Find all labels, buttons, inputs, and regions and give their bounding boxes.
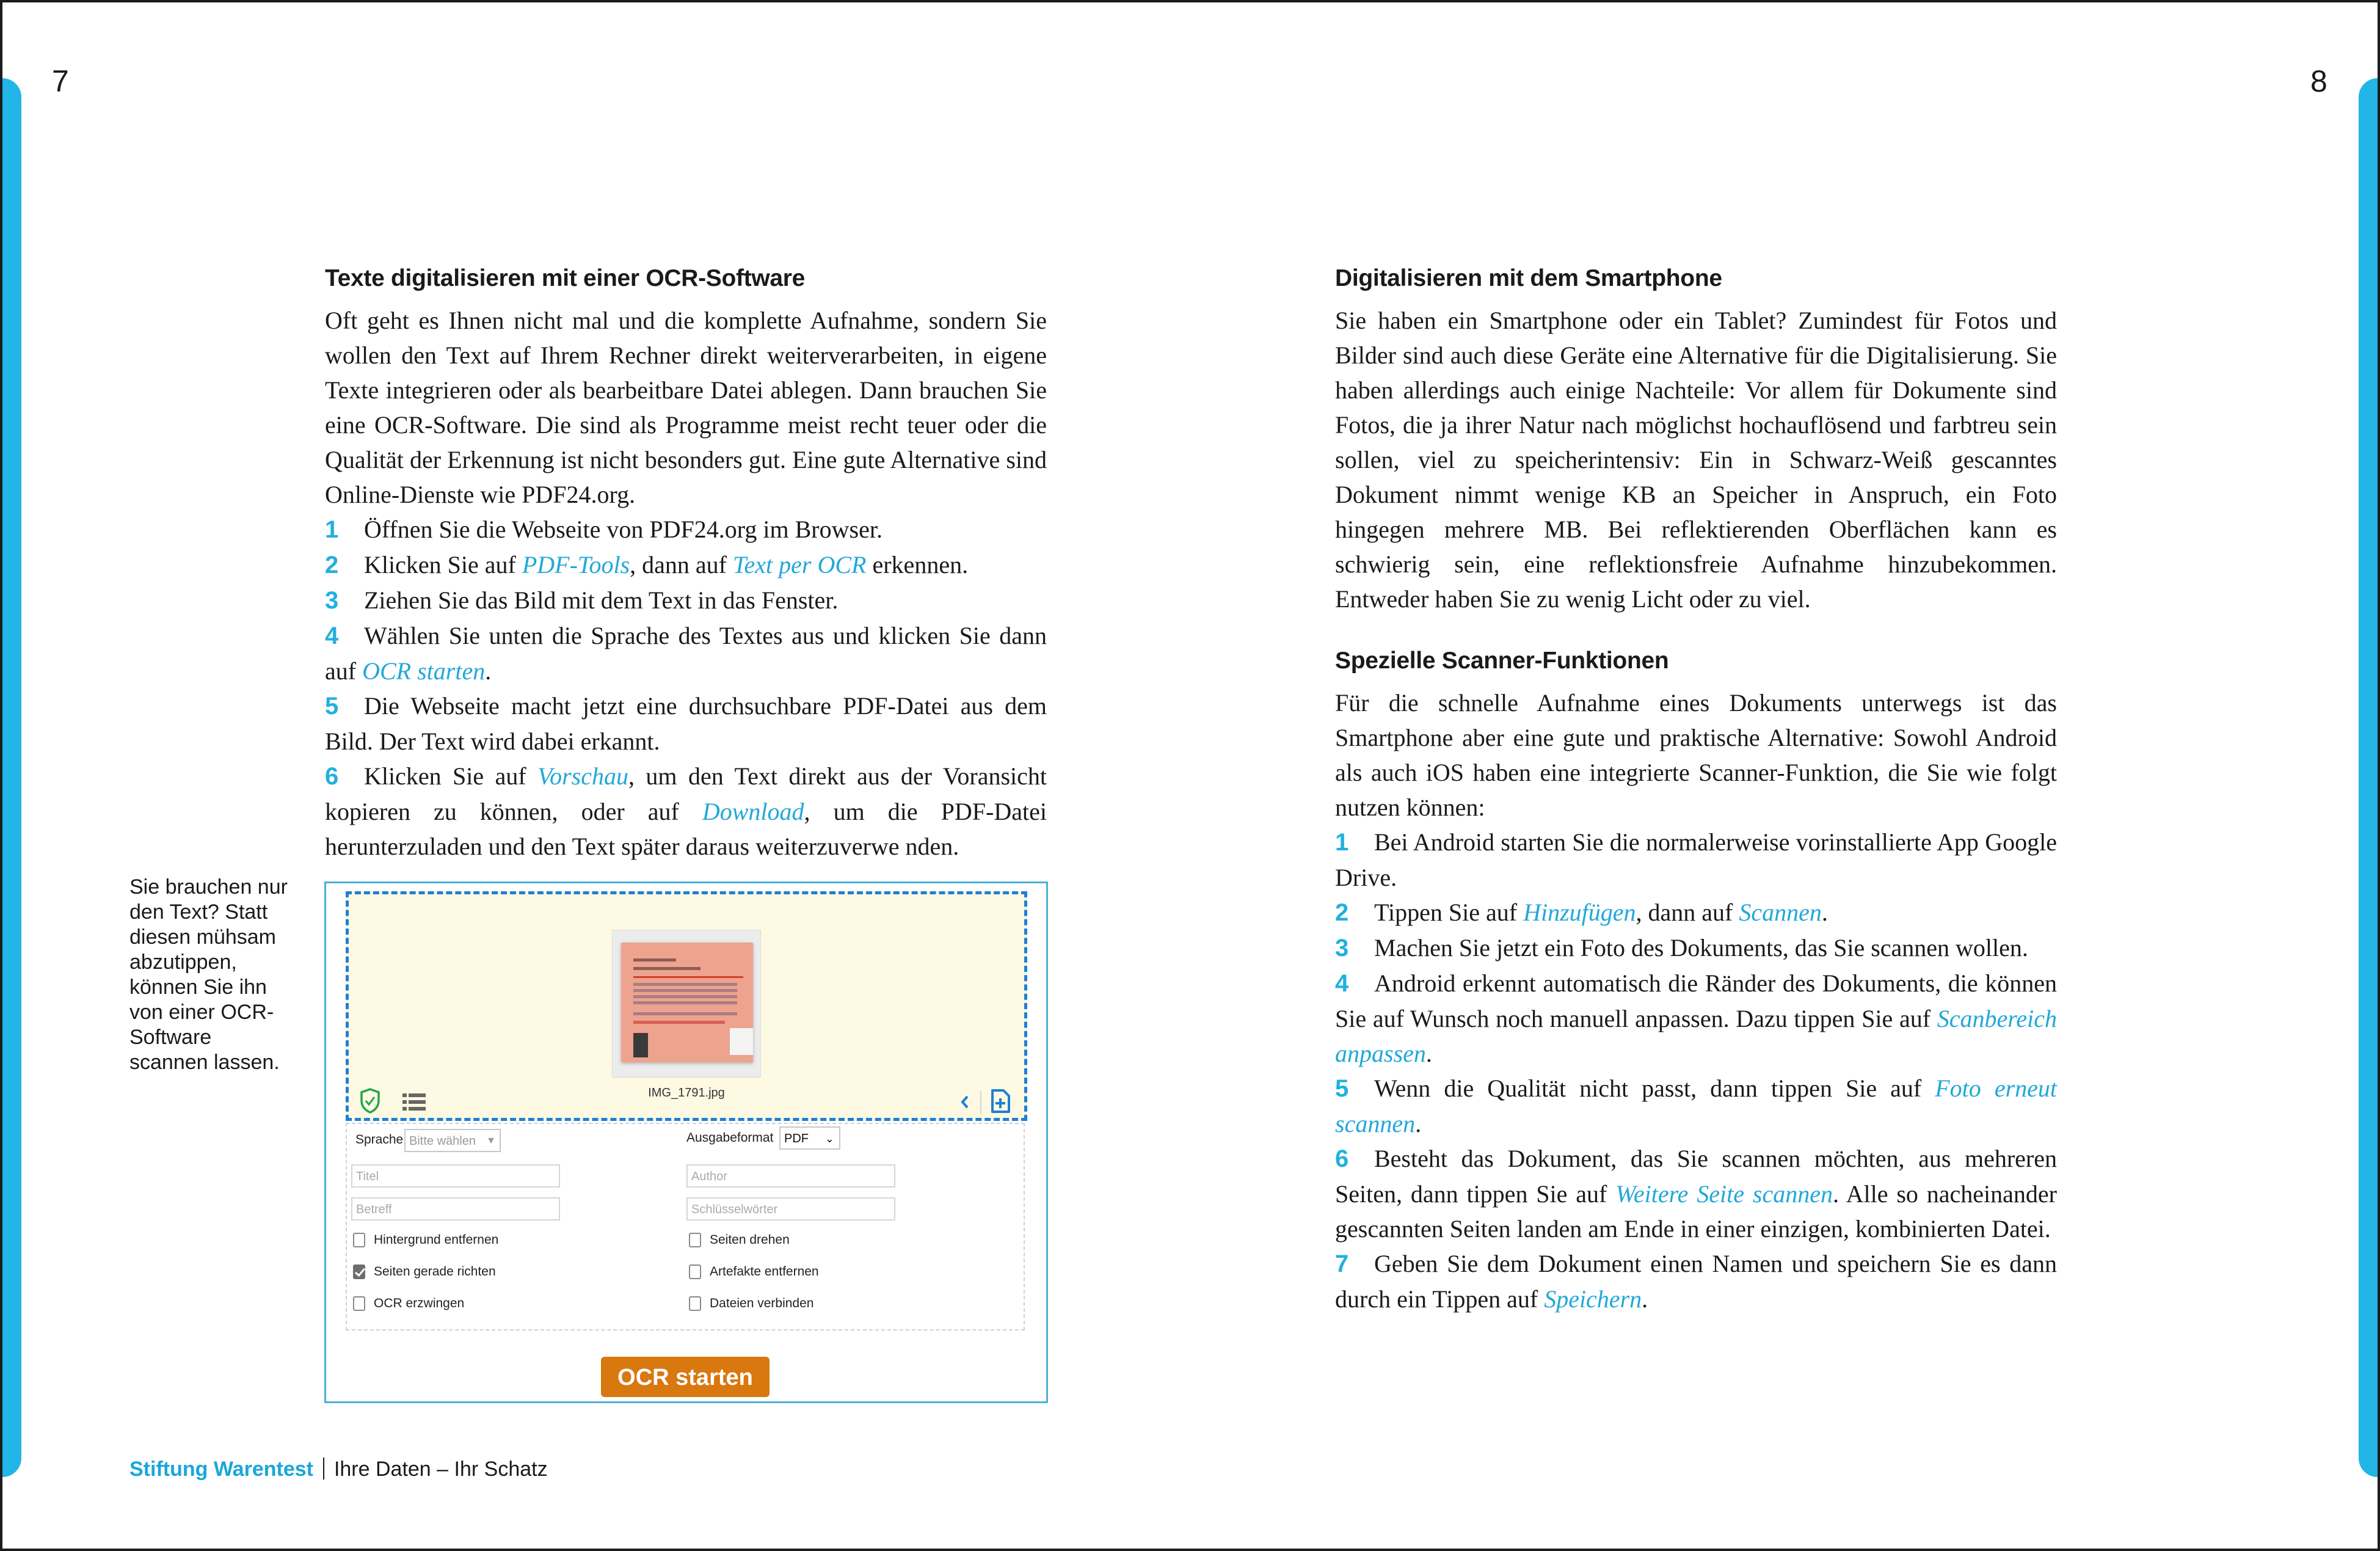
link-hinzufuegen[interactable]: Hinzufügen <box>1523 899 1636 926</box>
step-text: Klicken Sie auf <box>364 762 538 790</box>
step-item <box>325 512 1047 547</box>
link-speichern[interactable]: Speichern <box>1544 1285 1642 1313</box>
link-vorschau[interactable]: Vorschau <box>537 762 628 790</box>
betreff-input[interactable]: Betreff <box>351 1197 560 1221</box>
step-text: . <box>1415 1110 1422 1137</box>
checkbox-box[interactable] <box>353 1233 365 1247</box>
step-number: 3 <box>1335 935 1349 962</box>
checkbox-box[interactable] <box>689 1233 701 1247</box>
checkbox-label: Dateien verbinden <box>710 1296 814 1310</box>
step-text: , dann auf <box>630 551 733 578</box>
step-text: Klicken Sie auf <box>364 551 522 578</box>
step-item <box>1335 1246 2057 1316</box>
left-edge-tab <box>2 78 21 1477</box>
section-heading-ocr: Texte digitalisieren mit einer OCR-Software <box>325 265 806 291</box>
ausgabeformat-select-value: PDF <box>784 1132 809 1145</box>
checkbox-label: Artefakte entfernen <box>710 1265 819 1279</box>
checkbox-box[interactable] <box>689 1265 701 1279</box>
document-preview-image <box>621 943 753 1062</box>
link-pdf-tools[interactable]: PDF-Tools <box>522 551 630 578</box>
checkbox-seiten-drehen[interactable] <box>689 1233 790 1247</box>
add-file-icon[interactable] <box>989 1089 1011 1114</box>
step-text: , dann auf <box>1636 899 1739 926</box>
step-text: Tippen Sie auf <box>1374 899 1524 926</box>
smartphone-paragraph: Sie haben ein Smartphone oder ein Tablet? Zumindest für Fotos und Bilder sind auch diese Geräte eine Alternative für die Digitalisierung. Sie haben allerdings auch einige Nachteile: Vor allem für Dokumente sind Fotos, die ja ihrer Natur nach möglichst hochauflösend und farbtreu sein sollen, viel zu speicherintensiv: Ein in Schwarz-Weiß gescanntes Dokument nimmt wenige KB an Speicher in Anspruch, ein Foto hingegen mehrere MB. Bei reflektierenden Oberflächen kann es schwierig sein, eine reflektionsfreie Aufnahme hinzubekommen. Entweder haben Sie zu wenig Licht oder zu viel. <box>1335 307 2057 613</box>
checkbox-box[interactable] <box>353 1296 365 1311</box>
step-number: 1 <box>325 516 339 543</box>
file-name: IMG_1791.jpg <box>648 1086 725 1100</box>
step-text: Wählen Sie unten die Sprache des Textes aus und klicken Sie dann auf <box>325 622 1047 685</box>
footer-brand: Stiftung Warentest <box>129 1458 313 1481</box>
checkbox-seiten-gerade-richten[interactable] <box>353 1265 496 1279</box>
step-number: 6 <box>1335 1145 1349 1172</box>
step-item <box>1335 930 2057 966</box>
step-text: Die Webseite macht jetzt eine durchsuchbare PDF-Datei aus dem Bild. Der Text wird dabei erkannt. <box>325 692 1047 755</box>
link-download[interactable]: Download <box>702 798 804 825</box>
step-text: , um den Text direkt aus der Voransicht kopieren zu können, oder auf <box>325 762 1047 825</box>
step-text: . <box>1642 1285 1648 1313</box>
checkbox-hintergrund-entfernen[interactable] <box>353 1233 498 1247</box>
left-column <box>325 261 1047 864</box>
keywords-input[interactable]: Schlüsselwörter <box>686 1197 895 1221</box>
sprache-select[interactable] <box>404 1129 501 1152</box>
step-text: . Alle so nacheinander gescannten Seiten landen am Ende in einer einzigen, kombinierten Datei. <box>1335 1180 2058 1243</box>
file-drop-zone[interactable] <box>346 891 1027 1121</box>
step-item <box>1335 1141 2057 1246</box>
page-number-right: 8 <box>2310 64 2327 98</box>
ausgabeformat-label: Ausgabeformat <box>686 1131 774 1145</box>
step-item <box>1335 966 2057 1071</box>
step-number: 5 <box>325 693 339 720</box>
step-text: Android erkennt automatisch die Ränder des Dokuments, die können Sie auf Wunsch noch manuell anpassen. Dazu tippen Sie auf <box>1335 969 2057 1032</box>
section-heading-scanner: Spezielle Scanner-Funktionen <box>1335 648 1669 674</box>
step-text: Besteht das Dokument, das Sie scannen möchten, aus mehreren Seiten, dann tippen Sie auf <box>1335 1145 2057 1208</box>
pdf24-ocr-screenshot <box>324 881 1048 1403</box>
link-weitere-seite-scannen[interactable]: Weitere Seite scannen <box>1615 1180 1833 1208</box>
right-column <box>1335 261 2057 1316</box>
step-text: , um die PDF-Datei herunterzuladen und den Text später daraus weiterzuverwe nden. <box>325 798 1047 860</box>
titel-input[interactable]: Titel <box>351 1164 560 1188</box>
step-number: 7 <box>1335 1250 1349 1277</box>
checkbox-artefakte-entfernen[interactable] <box>689 1265 819 1279</box>
side-caption: Sie brauchen nur den Text? Statt diesen mühsam abzutippen, können Sie ihn von einer OCR-Software scannen lassen. <box>129 875 288 1074</box>
shield-check-icon[interactable] <box>360 1087 380 1114</box>
ausgabeformat-select[interactable] <box>779 1126 840 1150</box>
section-heading-smartphone: Digitalisieren mit dem Smartphone <box>1335 265 1722 291</box>
checkbox-label: OCR erzwingen <box>374 1296 465 1310</box>
step-item <box>325 547 1047 583</box>
step-text: Bei Android starten Sie die normalerweise vorinstallierte App Google Drive. <box>1335 828 2057 891</box>
step-text: . <box>1821 899 1828 926</box>
checkbox-ocr-erzwingen[interactable] <box>353 1296 464 1311</box>
step-text: Wenn die Qualität nicht passt, dann tippen Sie auf <box>1374 1075 1935 1102</box>
chevron-down-icon: ⌄ <box>824 1133 834 1145</box>
checkbox-label: Seiten gerade richten <box>374 1265 496 1279</box>
step-number: 5 <box>1335 1075 1349 1102</box>
step-text: Geben Sie dem Dokument einen Namen und speichern Sie es dann durch ein Tippen auf <box>1335 1250 2057 1313</box>
step-text: erkennen. <box>866 551 969 578</box>
step-number: 2 <box>325 552 339 578</box>
step-number: 1 <box>1335 829 1349 856</box>
checkbox-label: Hintergrund entfernen <box>374 1233 499 1247</box>
step-item <box>325 618 1047 688</box>
dropdown-arrow-icon: ▼ <box>486 1136 496 1146</box>
checkbox-box-checked[interactable] <box>353 1265 365 1279</box>
page-number-left: 7 <box>52 64 69 98</box>
step-number: 4 <box>325 622 339 649</box>
sprache-label: Sprache <box>355 1133 404 1147</box>
ocr-options-panel <box>346 1123 1025 1330</box>
step-item <box>325 583 1047 618</box>
link-foto-erneut-scannen[interactable]: Foto erneut scannen <box>1335 1075 2058 1137</box>
checkbox-box[interactable] <box>689 1296 701 1311</box>
checkbox-dateien-verbinden[interactable] <box>689 1296 813 1311</box>
chevron-left-icon[interactable] <box>960 1095 970 1109</box>
step-text: . <box>485 657 492 685</box>
link-ocr-starten[interactable]: OCR starten <box>362 657 486 685</box>
step-text: Machen Sie jetzt ein Foto des Dokuments, das Sie scannen wollen. <box>1374 934 2028 962</box>
step-text: Ziehen Sie das Bild mit dem Text in das Fenster. <box>364 586 839 614</box>
scanner-paragraph: Für die schnelle Aufnahme eines Dokuments unterwegs ist das Smartphone aber eine gute und praktische Alternative: Sowohl Android als auch iOS haben eine integrierte Scanner-Funktion, die Sie wie folgt nutzen können: <box>1335 689 2057 821</box>
intro-paragraph: Oft geht es Ihnen nicht mal und die komplette Aufnahme, sondern Sie wollen den Text auf Ihrem Rechner direkt weiterverarbeiten, in eigene Texte integrieren oder als bearbeitbare Datei ablegen. Dann brauchen Sie eine OCR-Software. Die sind als Programme meist recht teuer oder die Qualität der Erkennung ist nicht besonders gut. Eine gute Alternative sind Online-Dienste wie PDF24.org. <box>325 307 1047 508</box>
step-item <box>1335 895 2057 930</box>
link-scannen[interactable]: Scannen <box>1739 899 1822 926</box>
link-scanbereich-anpassen[interactable]: Scanbereich anpassen <box>1335 1005 2057 1067</box>
page-footer <box>129 1458 548 1481</box>
ocr-starten-button[interactable]: OCR starten <box>601 1357 770 1397</box>
step-text: Öffnen Sie die Webseite von PDF24.org im Browser. <box>364 516 882 543</box>
step-text: . <box>1425 1040 1432 1067</box>
footer-title: Ihre Daten – Ihr Schatz <box>333 1458 548 1481</box>
step-number: 2 <box>1335 899 1349 926</box>
step-number: 4 <box>1335 970 1349 997</box>
step-item <box>1335 1071 2057 1141</box>
sprache-select-value: Bitte wählen <box>409 1134 476 1148</box>
step-number: 3 <box>325 587 339 614</box>
step-item <box>325 688 1047 759</box>
step-number: 6 <box>325 763 339 790</box>
step-item <box>1335 825 2057 895</box>
footer-separator <box>323 1458 324 1480</box>
toolbar-divider <box>980 1091 981 1114</box>
list-view-icon[interactable] <box>402 1093 426 1111</box>
link-text-per-ocr[interactable]: Text per OCR <box>732 551 867 578</box>
right-edge-tab <box>2359 78 2378 1477</box>
author-input[interactable]: Author <box>686 1164 895 1188</box>
checkbox-label: Seiten drehen <box>710 1233 790 1247</box>
step-item <box>325 759 1047 864</box>
file-thumbnail[interactable] <box>612 930 761 1078</box>
